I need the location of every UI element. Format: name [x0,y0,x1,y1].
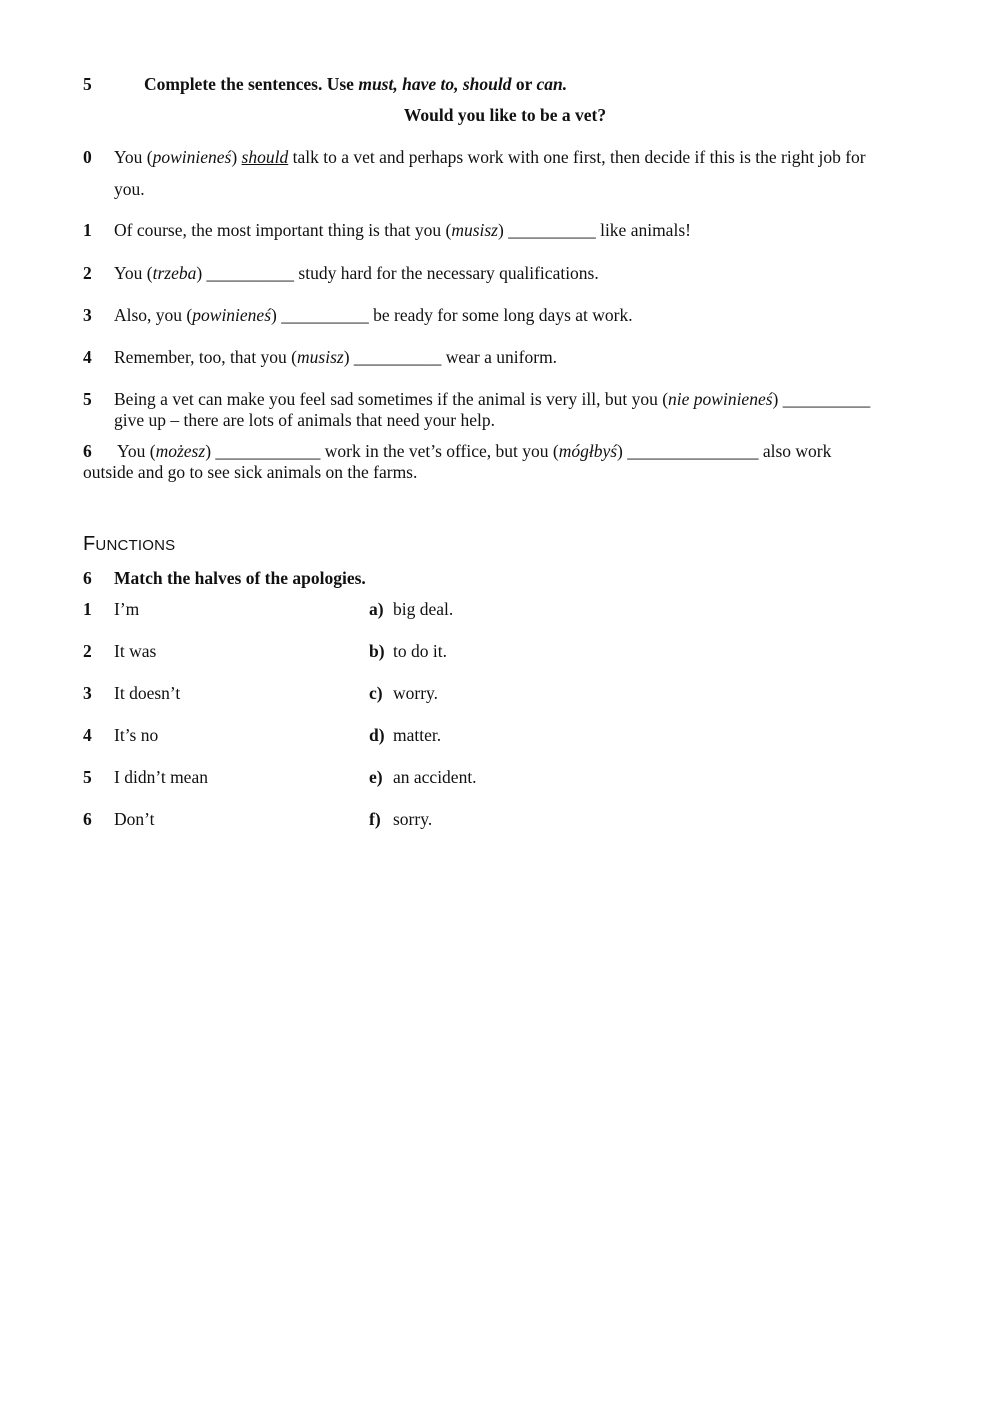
match-left-text: Don’t [114,809,155,829]
functions-heading: FUNCTIONS [83,533,176,555]
item-5-continuation: give up – there are lots of animals that need your help. [114,410,495,430]
match-left-text: It doesn’t [114,683,181,703]
match-left-number: 2 [83,641,92,661]
match-left-number: 4 [83,725,92,745]
item-5-number: 5 [83,389,92,409]
item-4-sentence: Remember, too, that you (musisz) __________ wear a uniform. [114,347,558,367]
match-left-number: 3 [83,683,92,703]
item-4-number: 4 [83,347,92,367]
match-left-number: 6 [83,809,92,829]
match-right-letter: e) [369,767,383,787]
match-right-text: to do it. [393,641,447,661]
item-0-answer: should [241,147,289,167]
exercise-5-number: 5 [83,74,92,94]
exercise-6-number: 6 [83,568,92,588]
item-3-sentence: Also, you (powinieneś) __________ be ready for some long days at work. [114,305,633,325]
match-right-letter: f) [369,809,381,829]
match-left-number: 5 [83,767,92,787]
item-3-number: 3 [83,305,92,325]
exercise-5-instruction: Complete the sentences. Use must, have to, should or can. [144,74,568,94]
item-6-continuation: outside and go to see sick animals on the farms. [83,462,418,482]
match-left-number: 1 [83,599,92,619]
item-0-sentence: You (powinieneś) should talk to a vet and perhaps work with one first, then decide if this is the right job for [114,147,866,167]
match-right-text: an accident. [393,767,477,787]
match-left-text: I didn’t mean [114,767,208,787]
item-0-continuation: you. [114,179,145,199]
item-0-number: 0 [83,147,92,167]
item-6-number: 6 [83,441,92,461]
exercise-6-instruction: Match the halves of the apologies. [114,568,366,588]
item-5-sentence: Being a vet can make you feel sad sometimes if the animal is very ill, but you (nie powinieneś) __________ [114,389,871,409]
item-2-number: 2 [83,263,92,283]
match-left-text: It was [114,641,157,661]
exercise-5-subtitle: Would you like to be a vet? [403,105,607,125]
item-2-sentence: You (trzeba) __________ study hard for the necessary qualifications. [114,263,599,283]
match-left-text: I’m [114,599,140,619]
item-6-sentence: You (możesz) ____________ work in the vet’s office, but you (mógłbyś) _______________ also work [117,441,832,461]
match-right-text: sorry. [393,809,433,829]
match-right-letter: d) [369,725,385,745]
match-right-letter: c) [369,683,383,703]
item-1-sentence: Of course, the most important thing is that you (musisz) __________ like animals! [114,220,691,240]
match-right-text: matter. [393,725,442,745]
match-right-text: big deal. [393,599,454,619]
match-right-letter: b) [369,641,385,661]
match-right-letter: a) [369,599,384,619]
item-1-number: 1 [83,220,92,240]
match-right-text: worry. [393,683,439,703]
match-left-text: It’s no [114,725,159,745]
